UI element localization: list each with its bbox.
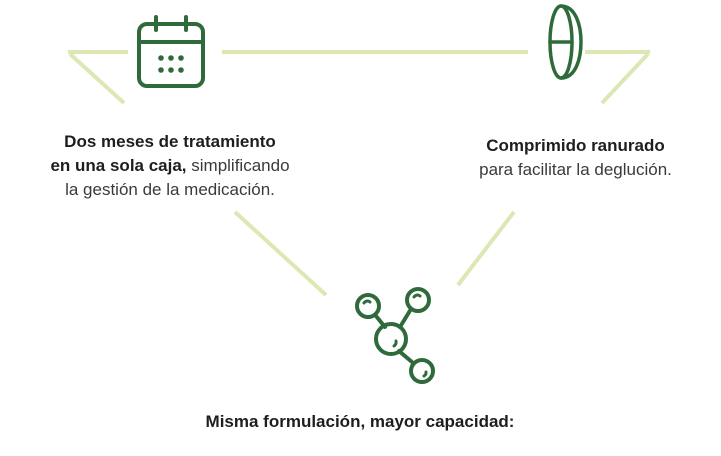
feature-bottom-text [140,410,580,434]
feature-left-bold-line2: en una sola caja, [50,156,187,175]
connector-right-lower-diagonal [458,212,514,285]
connector-left-lower-diagonal [235,212,326,295]
molecule-icon [357,289,433,382]
feature-left-bold-line1: Dos meses de tratamiento [64,132,276,151]
feature-right-line2: para facilitar la deglución. [479,160,672,179]
calendar-icon [139,17,203,86]
feature-right-text [430,134,721,182]
feature-left-line3: la gestión de la medicación. [65,180,275,199]
feature-right-bold-line1: Comprimido ranurado [486,136,665,155]
feature-left-rest-line2: simplificando [186,156,290,175]
tablet-icon [550,6,581,78]
connector-right-upper-diagonal [602,54,648,103]
connector-left-upper-diagonal [70,54,124,103]
feature-bottom-bold-line1: Misma formulación, mayor capacidad: [205,412,515,431]
feature-left-text [0,130,340,202]
